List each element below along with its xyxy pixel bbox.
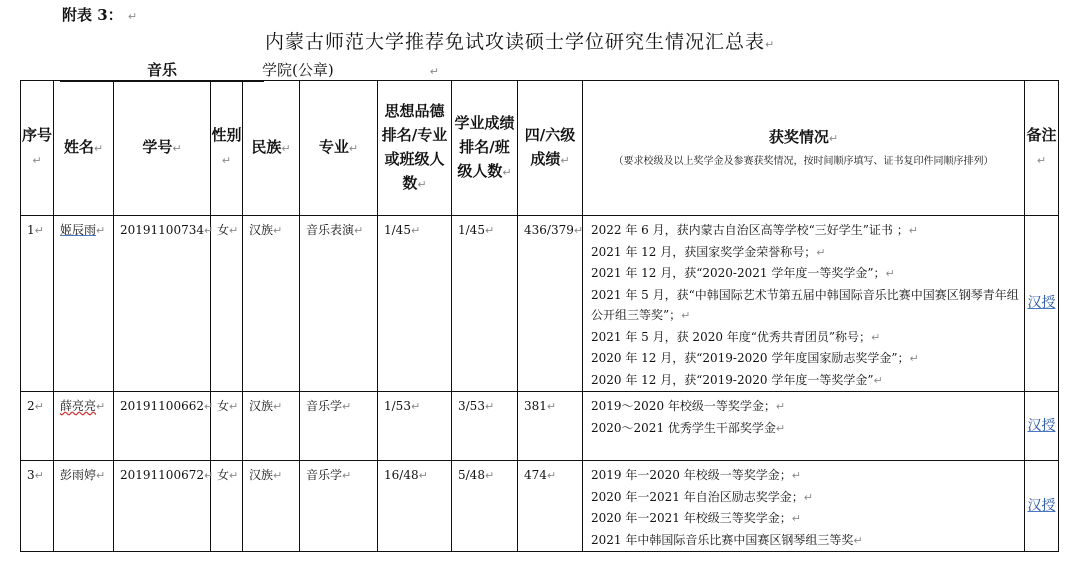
table-row (21, 392, 1059, 461)
award-item: 2022 年 6 月，获内蒙古自治区高等学校“三好学生”证书 ；↵ (591, 223, 918, 237)
cell-remark: 汉授 (1025, 216, 1059, 392)
award-item: 2021 年 12 月，获“2020-2021 学年度一等奖学金”；↵ (591, 266, 895, 280)
header-gender: 性别↵ (211, 81, 243, 216)
college-name: 音乐 (60, 59, 264, 82)
award-item: 2020 年一2021 年校级三等奖学金；↵ (591, 511, 801, 525)
college-line: 音乐 学院(公章) ↵ (60, 59, 439, 82)
header-ethnicity: 民族↵ (243, 81, 300, 216)
cell-gender: 女↵ (211, 461, 243, 552)
cell-student-id: 20191100662↵ (114, 392, 211, 461)
cell-ethnicity: 汉族↵ (243, 461, 300, 552)
cell-name: 彭雨婷↵ (54, 461, 114, 552)
appendix-label: 附表 3： ↵ (62, 6, 138, 24)
cell-remark: 汉授 (1025, 461, 1059, 552)
cell-cet-score: 474↵ (518, 461, 583, 552)
document-title: 内蒙古师范大学推荐免试攻读硕士学位研究生情况汇总表↵ (265, 31, 776, 53)
cell-major: 音乐学↵ (300, 392, 378, 461)
header-remarks: 备注↵ (1025, 81, 1059, 216)
cell-gender: 女↵ (211, 392, 243, 461)
cell-cet-score: 436/379↵ (518, 216, 583, 392)
header-moral-rank: 思想品德排名/专业或班级人数↵ (378, 81, 452, 216)
cell-major: 音乐学↵ (300, 461, 378, 552)
award-item: 2019 年一2020 年校级一等奖学金；↵ (591, 468, 801, 482)
award-item: 2020 年 12 月，获“2019-2020 学年度一等奖学金”↵ (591, 372, 883, 387)
header-awards-note: （要求校级及以上奖学金及参赛获奖情况，按时间顺序填写、证书复印件同顺序排列） (613, 155, 994, 167)
header-major: 专业↵ (300, 81, 378, 216)
header-awards-title: 获奖情况 (768, 127, 829, 146)
header-academic-rank: 学业成绩排名/班级人数↵ (452, 81, 518, 216)
cell-moral-rank: 16/48↵ (378, 461, 452, 552)
header-name: 姓名↵ (54, 81, 114, 216)
cell-moral-rank: 1/45↵ (378, 216, 452, 392)
header-row (21, 81, 1059, 216)
award-item: 2021 年中韩国际音乐比赛中国赛区钢琴组三等奖↵ (591, 532, 863, 547)
header-seq: 序号↵ (21, 81, 54, 216)
header-student-id: 学号↵ (114, 81, 211, 216)
cell-ethnicity: 汉族↵ (243, 216, 300, 392)
award-item: 2020～2021 优秀学生干部奖学金↵ (591, 420, 786, 435)
cell-gender: 女↵ (211, 216, 243, 392)
cell-awards (583, 461, 1025, 552)
table-row (21, 216, 1059, 392)
cell-seq: 1↵ (21, 216, 54, 392)
award-item: 2020 年 12 月，获“2019-2020 学年度国家励志奖学金”；↵ (591, 351, 919, 365)
cell-seq: 3↵ (21, 461, 54, 552)
award-item: 2021 年 12 月，获国家奖学金荣誉称号；↵ (591, 244, 826, 259)
cell-major: 音乐表演↵ (300, 216, 378, 392)
cell-remark: 汉授 (1025, 392, 1059, 461)
award-item: 2021 年 5 月，获“中韩国际艺术节第五届中韩国际音乐比赛中国赛区钢琴青年组公开组三等奖”；↵ (591, 287, 1019, 322)
cell-academic-rank: 5/48↵ (452, 461, 518, 552)
cell-awards (583, 392, 1025, 461)
cell-ethnicity: 汉族↵ (243, 392, 300, 461)
cell-academic-rank: 1/45↵ (452, 216, 518, 392)
cell-moral-rank: 1/53↵ (378, 392, 452, 461)
header-cet-score: 四/六级成绩↵ (518, 81, 583, 216)
table-row (21, 461, 1059, 552)
award-item: 2020 年一2021 年自治区励志奖学金；↵ (591, 489, 813, 504)
cell-academic-rank: 3/53↵ (452, 392, 518, 461)
cell-student-id: 20191100672↵ (114, 461, 211, 552)
cell-cet-score: 381↵ (518, 392, 583, 461)
header-awards: 获奖情况↵ （要求校级及以上奖学金及参赛获奖情况，按时间顺序填写、证书复印件同顺序排列） (583, 81, 1025, 216)
cell-student-id: 20191100734↵ (114, 216, 211, 392)
cell-name: 姬辰雨↵ (54, 216, 114, 392)
award-item: 2021 年 5 月，获 2020 年度“优秀共青团员”称号；↵ (591, 329, 881, 344)
cell-seq: 2↵ (21, 392, 54, 461)
award-item: 2019～2020 年校级一等奖学金；↵ (591, 399, 786, 413)
cell-name: 薛亮亮↵ (54, 392, 114, 461)
cell-awards (583, 216, 1025, 392)
summary-table (20, 80, 1059, 552)
college-suffix: 学院(公章) (262, 61, 334, 79)
